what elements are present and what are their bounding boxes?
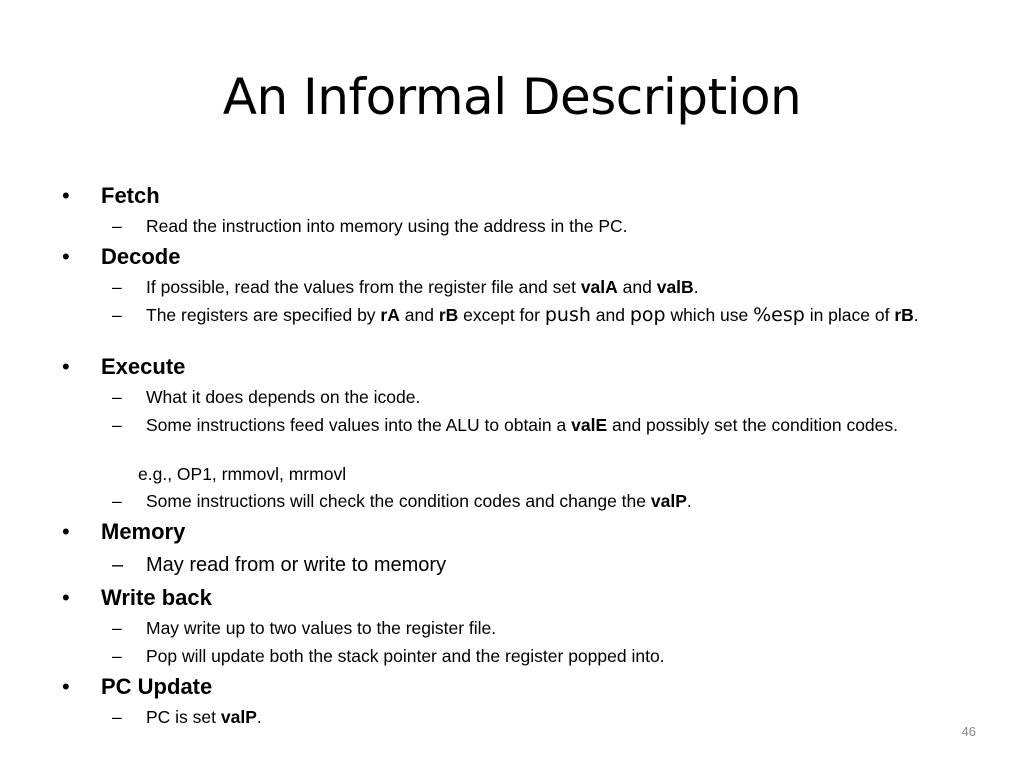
section-heading-decode: Decode [101,244,181,269]
dash-icon: – [112,491,122,511]
dash-icon: – [112,415,122,435]
item-text: Some instructions will check the condition codes and change the valP. [146,491,692,511]
bullet-icon: • [62,244,70,269]
bullet-icon: • [62,354,70,379]
item-text: If possible, read the values from the register file and set valA and valB. [146,277,699,297]
bullet-icon: • [62,183,70,208]
item-text: Some instructions feed values into the ALU to obtain a valE and possibly set the condition codes. [146,415,899,435]
item-text: What it does depends on the icode. [146,387,421,407]
dash-icon: – [112,305,122,325]
item-text: Pop will update both the stack pointer and the register popped into. [146,646,665,666]
dash-icon: – [112,554,124,576]
bullet-icon: • [62,674,70,699]
item-text: May write up to two values to the register file. [146,618,497,638]
dash-icon: – [112,618,122,638]
execute-example: e.g., OP1, rmmovl, mrmovl [138,464,347,484]
dash-icon: – [112,646,122,666]
bullet-icon: • [62,519,70,544]
item-text: May read from or write to memory [146,554,447,576]
section-heading-execute: Execute [101,354,186,379]
item-text: PC is set valP. [146,707,262,727]
section-heading-fetch: Fetch [101,183,160,208]
dash-icon: – [112,216,122,236]
dash-icon: – [112,277,122,297]
section-heading-pc-update: PC Update [101,674,213,699]
section-heading-write-back: Write back [101,585,212,610]
section-heading-memory: Memory [101,519,186,544]
slide-title: An Informal Description [222,68,802,126]
slide-number: 46 [961,724,976,739]
dash-icon: – [112,707,122,727]
dash-icon: – [112,387,122,407]
bullet-icon: • [62,585,70,610]
item-text: The registers are specified by rA and rB except for push and pop which use %esp in place of rB. [146,304,919,326]
item-text: Read the instruction into memory using the address in the PC. [146,216,628,236]
